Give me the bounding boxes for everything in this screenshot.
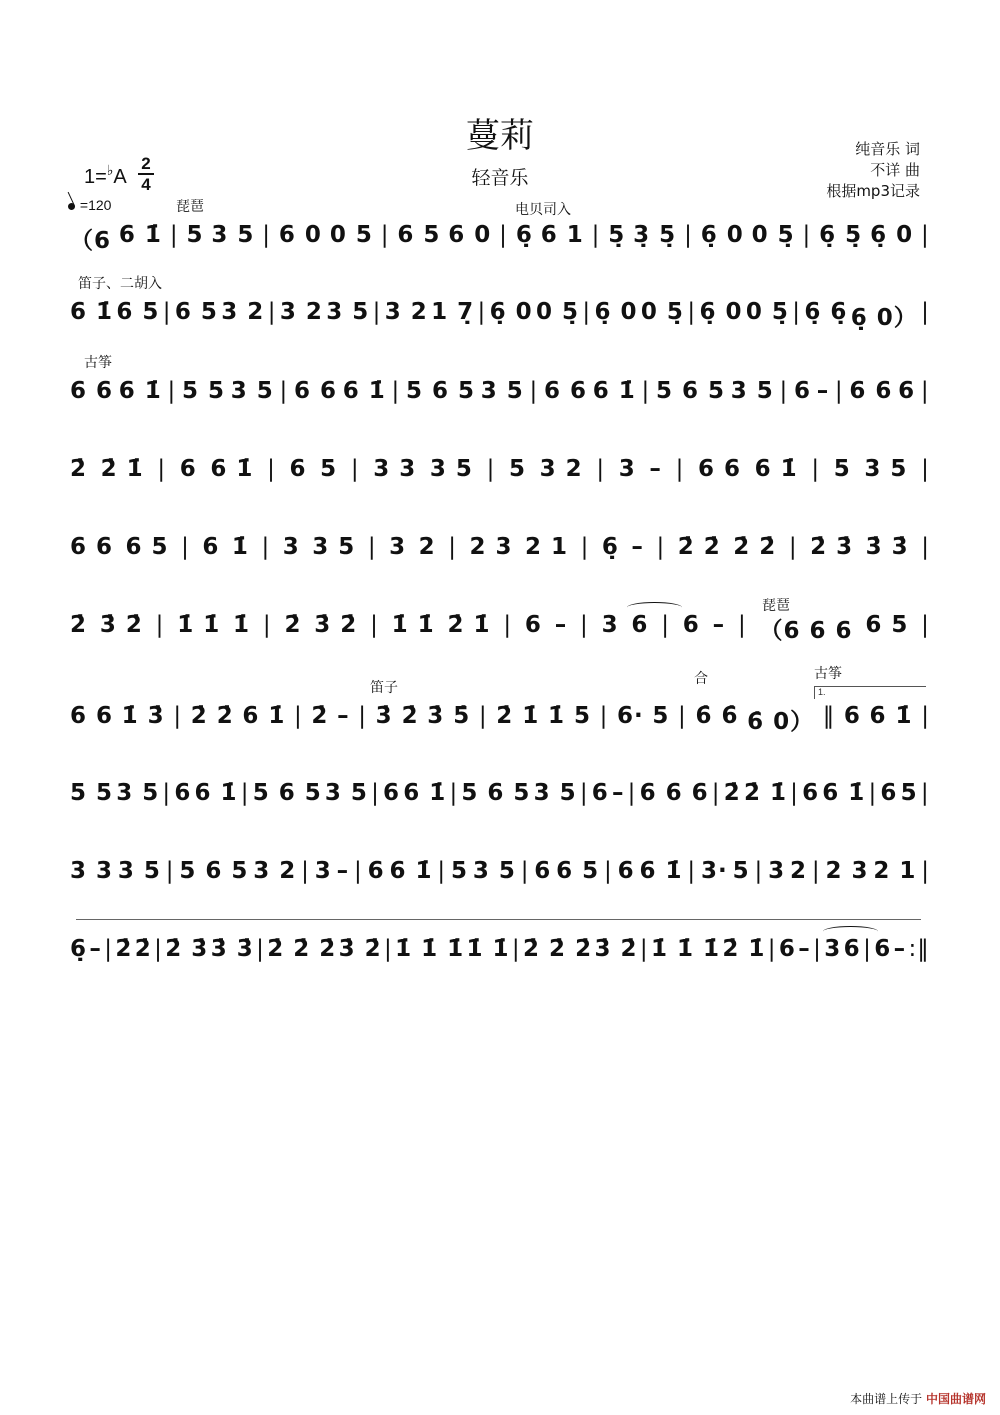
note-group: – bbox=[89, 936, 102, 962]
bar-line: | bbox=[371, 780, 380, 806]
bar-line: ‖ bbox=[822, 703, 836, 729]
note-group: 6̣ 0 bbox=[870, 222, 914, 248]
bar-line: | bbox=[811, 456, 821, 482]
bar-line: | bbox=[790, 780, 799, 806]
note-group: 6 6 bbox=[849, 378, 893, 404]
note-group: 6̣ 0） bbox=[850, 305, 918, 331]
note-group: 2̇ 1̇ bbox=[100, 456, 144, 482]
bar-line: | bbox=[678, 703, 687, 729]
bar-line: | bbox=[256, 936, 265, 962]
note-group: 2̇ 1̇ bbox=[722, 936, 766, 962]
note-group: 3̇ 2̇ bbox=[99, 612, 143, 638]
note-group: – bbox=[816, 378, 830, 404]
note-group: 6 1̇ bbox=[639, 858, 683, 884]
note-group: 6 1̇ bbox=[242, 703, 286, 729]
note-group: 6 5 bbox=[865, 612, 909, 638]
note-group: 5 bbox=[652, 703, 670, 729]
note-group: 6̣ 5̣ bbox=[819, 222, 863, 248]
bar-line: | bbox=[675, 456, 685, 482]
note-group: 5 bbox=[509, 456, 527, 482]
bar-line: | bbox=[863, 936, 872, 962]
note-group: 5 6 5 bbox=[405, 378, 475, 404]
bar-line: | bbox=[240, 780, 250, 806]
bar-line: | bbox=[262, 222, 272, 248]
key-letter: A bbox=[113, 166, 127, 188]
note-group: – bbox=[649, 456, 662, 482]
note-group: 2 1 bbox=[525, 534, 569, 560]
score-row-1 bbox=[70, 222, 930, 255]
score-row-9 bbox=[70, 858, 930, 884]
label-dizi-erhu: 笛子、二胡入 bbox=[78, 276, 162, 292]
note-group: 6 5 bbox=[116, 299, 160, 325]
score-row-5 bbox=[70, 534, 930, 560]
tempo-value: =120 bbox=[79, 197, 112, 213]
note-group: 2̇ 2̇ 2̇ bbox=[523, 936, 593, 962]
note-group: 6̇ 6̇ bbox=[695, 703, 739, 729]
note-group: 6 bbox=[591, 780, 609, 806]
bar-line: | bbox=[920, 222, 930, 248]
note-group: 6 1̇ bbox=[194, 780, 238, 806]
note-group: 3̣ 5̣ bbox=[633, 222, 677, 248]
note-group: 5 6 5 bbox=[179, 858, 249, 884]
note-group: 6 0 bbox=[448, 222, 492, 248]
bar-line: | bbox=[448, 534, 457, 560]
bar-line: | bbox=[921, 456, 930, 482]
note-group: 3 3 bbox=[70, 858, 114, 884]
note-group: 6̣ 0 bbox=[699, 299, 743, 325]
note-group: 6 bbox=[880, 780, 898, 806]
note-group: 6 1̇ bbox=[342, 378, 386, 404]
note-group: 5̣ bbox=[608, 222, 626, 248]
note-group: 5 bbox=[732, 858, 750, 884]
note-group: 3 bbox=[389, 534, 407, 560]
note-group: 0 5̣ bbox=[751, 222, 795, 248]
note-group: 6 bbox=[874, 936, 892, 962]
note-group: 5 6 5 bbox=[655, 378, 725, 404]
note-group: 6̣ 0 bbox=[489, 299, 533, 325]
bar-line: | bbox=[921, 534, 930, 560]
footer-brand-logo[interactable]: 中国曲谱网 bbox=[925, 1392, 986, 1406]
key-prefix: 1= bbox=[84, 166, 107, 188]
bar-line: | bbox=[511, 936, 521, 962]
bar-line: | bbox=[181, 534, 190, 560]
note-group: 3 bbox=[314, 858, 332, 884]
bar-line: | bbox=[920, 378, 930, 404]
note-group: 3 2 bbox=[279, 299, 323, 325]
note-group: 2̇ 2̇ 2̇ bbox=[267, 936, 337, 962]
note-group: 6 bbox=[793, 378, 811, 404]
note-group: 6̣ 0 bbox=[594, 299, 638, 325]
note-group: 6 1̇ bbox=[210, 456, 254, 482]
note-group: 6 bbox=[174, 780, 192, 806]
label-bass-enter: 电贝司入 bbox=[515, 202, 571, 218]
bar-line: | bbox=[372, 299, 382, 325]
note-group: 6 1 bbox=[540, 222, 584, 248]
note-group: 3· bbox=[701, 858, 728, 884]
bar-line: | bbox=[788, 534, 798, 560]
note-group: 5 5 bbox=[181, 378, 225, 404]
note-group: 6 5 bbox=[174, 299, 218, 325]
note-group: – bbox=[798, 936, 811, 962]
note-group: 2̇ bbox=[723, 780, 741, 806]
note-group: 3 5 bbox=[480, 378, 524, 404]
note-group: 2̇ 1̇ bbox=[447, 612, 491, 638]
note-group: 2 bbox=[789, 858, 807, 884]
note-group: 5 5 bbox=[70, 780, 114, 806]
bar-line: | bbox=[478, 703, 488, 729]
note-group: 1̇ 3̇ bbox=[121, 703, 165, 729]
note-group: 1̇ 1̇ 1̇ bbox=[395, 936, 465, 962]
note-group: 6 bbox=[383, 780, 401, 806]
bar-line: | bbox=[173, 703, 183, 729]
note-group: 3 5 bbox=[326, 299, 370, 325]
note-group: 6 1̇ bbox=[592, 378, 636, 404]
bar-line: | bbox=[868, 780, 878, 806]
bar-line: | bbox=[599, 703, 609, 729]
bar-line: | bbox=[350, 456, 360, 482]
bar-line: | bbox=[391, 378, 401, 404]
note-group: 1̇ 5 bbox=[547, 703, 591, 729]
note-group: 0 5 bbox=[329, 222, 373, 248]
note-group: 6̣ bbox=[601, 534, 619, 560]
note-group: 6 bbox=[202, 534, 220, 560]
score-row-8 bbox=[70, 780, 930, 806]
bar-line: | bbox=[279, 378, 289, 404]
note-group: 3̇ 2̇ bbox=[594, 936, 638, 962]
note-group: 6 5 bbox=[397, 222, 441, 248]
bar-line: | bbox=[687, 858, 697, 884]
bar-line: | bbox=[486, 456, 496, 482]
bar-line: | bbox=[920, 780, 930, 806]
bar-line: | bbox=[580, 534, 590, 560]
bar-line: | bbox=[596, 456, 606, 482]
note-group: 6 1̇ bbox=[389, 858, 433, 884]
note-group: 6 bbox=[367, 858, 385, 884]
bar-line: | bbox=[301, 858, 310, 884]
score-row-3 bbox=[70, 378, 930, 404]
composer-credit: 不详 曲 bbox=[870, 161, 920, 179]
note-group: 6 5 bbox=[556, 858, 600, 884]
note-group: 5 bbox=[900, 780, 918, 806]
note-group: 3 5 bbox=[117, 858, 161, 884]
note-group: 6 1̇ bbox=[70, 299, 114, 325]
volta-bracket bbox=[814, 686, 926, 699]
note-group: – bbox=[336, 858, 350, 884]
footer-credit bbox=[850, 1390, 986, 1407]
note-group: 3 5 bbox=[472, 858, 516, 884]
bar-line: | bbox=[802, 222, 812, 248]
note-group: 6 bbox=[534, 858, 552, 884]
bar-line: | bbox=[499, 222, 508, 248]
note-group: 6 bbox=[617, 858, 635, 884]
note-group: 3̇ 3̇ bbox=[865, 534, 909, 560]
bar-line: | bbox=[104, 936, 114, 962]
note-group: 1̇ bbox=[233, 612, 251, 638]
bar-line: | bbox=[261, 534, 271, 560]
bar-line: | bbox=[767, 936, 777, 962]
note-group: 3 bbox=[824, 936, 842, 962]
note-group: 6 bbox=[843, 703, 861, 729]
note-group: （6 bbox=[70, 228, 112, 254]
note-group: 5 6 5 bbox=[461, 780, 531, 806]
note-group: – bbox=[712, 612, 726, 638]
bar-line: | bbox=[813, 936, 822, 962]
note-group: 6 1̇ bbox=[869, 703, 913, 729]
note-group: 6̇ 0） bbox=[747, 709, 815, 735]
note-group: 6 1̇ bbox=[118, 222, 162, 248]
note-group: 6 bbox=[682, 612, 700, 638]
note-group: 6 bbox=[179, 456, 197, 482]
note-group: 2̇ bbox=[284, 612, 302, 638]
score-row-7 bbox=[70, 703, 930, 736]
score-subtitle: 轻音乐 bbox=[471, 167, 529, 189]
bar-line: | bbox=[167, 378, 177, 404]
note-group: 3 5 bbox=[230, 378, 274, 404]
bar-line: | bbox=[627, 780, 637, 806]
bar-line: | bbox=[579, 780, 589, 806]
lyricist-credit: 纯音乐 词 bbox=[855, 140, 920, 158]
note-group: 6 1̇ bbox=[403, 780, 447, 806]
bar-line: | bbox=[921, 299, 930, 325]
note-group: 3 5 bbox=[312, 534, 356, 560]
note-group: 3 5 bbox=[211, 222, 255, 248]
note-group: （6 6 6 bbox=[759, 618, 853, 644]
label-pipa: 琵琶 bbox=[176, 199, 204, 215]
bar-line: | bbox=[582, 299, 592, 325]
note-group: 2 1 bbox=[873, 858, 917, 884]
bar-line: | bbox=[641, 378, 651, 404]
score-row-10 bbox=[70, 936, 930, 962]
bar-line: | bbox=[921, 703, 930, 729]
note-group: 6 bbox=[631, 612, 649, 638]
note-group: 3̇ 3̇ bbox=[210, 936, 254, 962]
bar-line: | bbox=[155, 612, 165, 638]
note-group: 3 5 bbox=[116, 780, 160, 806]
note-group: 2̇ bbox=[115, 936, 133, 962]
note-group: 3 5 bbox=[324, 780, 368, 806]
bar-line: | bbox=[834, 378, 844, 404]
note-group: 6 6 bbox=[697, 456, 741, 482]
note-group: 6 1̇ bbox=[118, 378, 162, 404]
note-group: 6 1̇ bbox=[822, 780, 866, 806]
note-group: 6̣ bbox=[70, 936, 88, 962]
bar-line: | bbox=[687, 299, 697, 325]
bar-line: | bbox=[754, 858, 764, 884]
bar-line: | bbox=[604, 858, 613, 884]
key-signature bbox=[84, 162, 127, 189]
note-group: 2̇ bbox=[70, 612, 88, 638]
note-group: 3 bbox=[618, 456, 636, 482]
label-guzheng-2: 古筝 bbox=[814, 666, 842, 682]
bar-line: | bbox=[639, 936, 649, 962]
note-group: 3 bbox=[282, 534, 300, 560]
bar-line: | bbox=[262, 612, 272, 638]
note-group: 1 7̣ bbox=[431, 299, 475, 325]
bar-line: | bbox=[370, 612, 379, 638]
flat-sign: ♭ bbox=[106, 162, 114, 178]
bar-line: | bbox=[384, 936, 393, 962]
note-group: 3 2 bbox=[384, 299, 428, 325]
transcription-note: 根据mp3记录 bbox=[826, 182, 920, 200]
note-group: 1̇ 1̇ bbox=[177, 612, 221, 638]
label-pipa-2: 琵琶 bbox=[762, 598, 790, 614]
note-group: 6 bbox=[778, 936, 796, 962]
meter-top: 2 bbox=[141, 154, 151, 173]
bar-line: | bbox=[380, 222, 390, 248]
note-group: 3̇ 2̇ bbox=[375, 703, 419, 729]
note-group: 6 bbox=[524, 612, 542, 638]
bar-line: | bbox=[294, 703, 303, 729]
label-guzheng: 古筝 bbox=[84, 355, 112, 371]
note-group: 3 2 bbox=[539, 456, 583, 482]
score-row-2 bbox=[70, 299, 930, 332]
note-group: – bbox=[893, 936, 907, 962]
score-row-6 bbox=[70, 612, 930, 645]
note-group: 5 bbox=[320, 456, 338, 482]
note-group: 6̣ bbox=[515, 222, 533, 248]
note-group: 2̇ 2̇ bbox=[733, 534, 777, 560]
note-group: 6 bbox=[802, 780, 820, 806]
bar-line: | bbox=[792, 299, 801, 325]
tempo-marking bbox=[68, 197, 111, 213]
bar-line: | bbox=[353, 858, 363, 884]
note-group: 6̣ 0 bbox=[700, 222, 744, 248]
note-group: 6 0 bbox=[278, 222, 322, 248]
bar-line: | bbox=[684, 222, 693, 248]
note-group: 2 3 bbox=[825, 858, 869, 884]
note-group: 2̇ 2̇ bbox=[677, 534, 721, 560]
note-group: 6· bbox=[617, 703, 644, 729]
bar-line: | bbox=[529, 378, 539, 404]
note-group: – bbox=[554, 612, 568, 638]
bar-line: | bbox=[267, 456, 276, 482]
note-group: 3 bbox=[601, 612, 619, 638]
note-group: 2̇ 1̇ bbox=[496, 703, 540, 729]
bar-line: | bbox=[154, 936, 163, 962]
bar-line: | bbox=[520, 858, 530, 884]
bar-line: | bbox=[449, 780, 459, 806]
note-group: 3 5 bbox=[533, 780, 577, 806]
note-group: 6 6 bbox=[70, 534, 114, 560]
note-group: 1̇ 1̇ 1̇ bbox=[650, 936, 720, 962]
quarter-note-icon bbox=[67, 202, 76, 211]
bar-line: | bbox=[737, 612, 747, 638]
note-group: 3 bbox=[768, 858, 786, 884]
note-group: 2 bbox=[418, 534, 436, 560]
note-group: – bbox=[631, 534, 644, 560]
score-row-4 bbox=[70, 456, 930, 482]
note-group: – bbox=[337, 703, 350, 729]
note-group: 6 bbox=[289, 456, 307, 482]
bar-line: :‖ bbox=[908, 936, 930, 962]
note-group: 5 bbox=[450, 858, 468, 884]
bar-line: | bbox=[811, 858, 821, 884]
bar-line: | bbox=[711, 780, 721, 806]
note-group: 3 2 bbox=[253, 858, 297, 884]
note-group: 3 5 bbox=[864, 456, 908, 482]
bar-line: | bbox=[921, 612, 930, 638]
repeat-bracket-line bbox=[76, 919, 921, 920]
note-group: 6 bbox=[898, 378, 916, 404]
note-group: 2̇ bbox=[311, 703, 329, 729]
note-group: 2̇ 1̇ bbox=[743, 780, 787, 806]
bar-line: | bbox=[591, 222, 601, 248]
note-group: 0 5̣ bbox=[745, 299, 789, 325]
note-group: 2̇ bbox=[134, 936, 152, 962]
note-group: 3 5 bbox=[730, 378, 774, 404]
bar-line: | bbox=[656, 534, 666, 560]
note-group: 6 6 bbox=[70, 378, 114, 404]
note-group: 1̇ 1̇ bbox=[466, 936, 510, 962]
note-group: 3 5 bbox=[429, 456, 473, 482]
note-group: 6 6 6 bbox=[639, 780, 709, 806]
score-title: 蔓莉 bbox=[466, 116, 534, 156]
bar-line: | bbox=[165, 858, 175, 884]
bar-line: | bbox=[162, 780, 172, 806]
bar-line: | bbox=[580, 612, 589, 638]
bar-line: | bbox=[921, 858, 930, 884]
note-group: 2̇ 2̇ bbox=[190, 703, 234, 729]
note-group: 5 bbox=[186, 222, 204, 248]
bar-line: | bbox=[358, 703, 367, 729]
note-group: 6̣ 6̣ bbox=[804, 299, 848, 325]
footer-prefix: 本曲谱上传于 bbox=[850, 1392, 923, 1406]
note-group: 3̇ 2̇ bbox=[314, 612, 358, 638]
note-group: 0 5̣ bbox=[640, 299, 684, 325]
note-group: 6 5 bbox=[125, 534, 169, 560]
note-group: 3 3 bbox=[373, 456, 417, 482]
note-group: 6 6 bbox=[293, 378, 337, 404]
bar-line: | bbox=[779, 378, 789, 404]
note-group: 1̇ bbox=[231, 534, 249, 560]
bar-line: | bbox=[157, 456, 167, 482]
note-group: 2̇ 3̇ bbox=[165, 936, 209, 962]
note-group: 6 bbox=[843, 936, 861, 962]
note-group: 5 6 5 bbox=[252, 780, 322, 806]
bar-line: | bbox=[162, 299, 172, 325]
note-group: 5 bbox=[833, 456, 851, 482]
bar-line: | bbox=[661, 612, 670, 638]
note-group: 6 1̇ bbox=[754, 456, 798, 482]
note-group: 3 2 bbox=[221, 299, 265, 325]
note-group: 6 6 bbox=[70, 703, 114, 729]
note-group: 2 3 bbox=[469, 534, 513, 560]
bar-line: | bbox=[503, 612, 513, 638]
time-signature bbox=[137, 154, 155, 194]
note-group: 0 5̣ bbox=[536, 299, 580, 325]
bar-line: | bbox=[477, 299, 487, 325]
label-dizi: 笛子 bbox=[370, 680, 398, 696]
bar-line: | bbox=[169, 222, 179, 248]
label-he: 合 bbox=[694, 671, 708, 687]
bar-line: | bbox=[267, 299, 277, 325]
bar-line: | bbox=[437, 858, 447, 884]
note-group: – bbox=[611, 780, 625, 806]
meter-bottom: 4 bbox=[141, 175, 151, 194]
note-group: 2̇ bbox=[70, 456, 88, 482]
bar-line: | bbox=[367, 534, 377, 560]
volta-number: 1. bbox=[818, 687, 826, 697]
note-group: 2̇ 3̇ bbox=[810, 534, 854, 560]
note-group: 1̇ 1̇ bbox=[391, 612, 435, 638]
note-group: 6 6 bbox=[543, 378, 587, 404]
note-group: 3̇ 5̇ bbox=[427, 703, 471, 729]
note-group: 3̇ 2̇ bbox=[338, 936, 382, 962]
